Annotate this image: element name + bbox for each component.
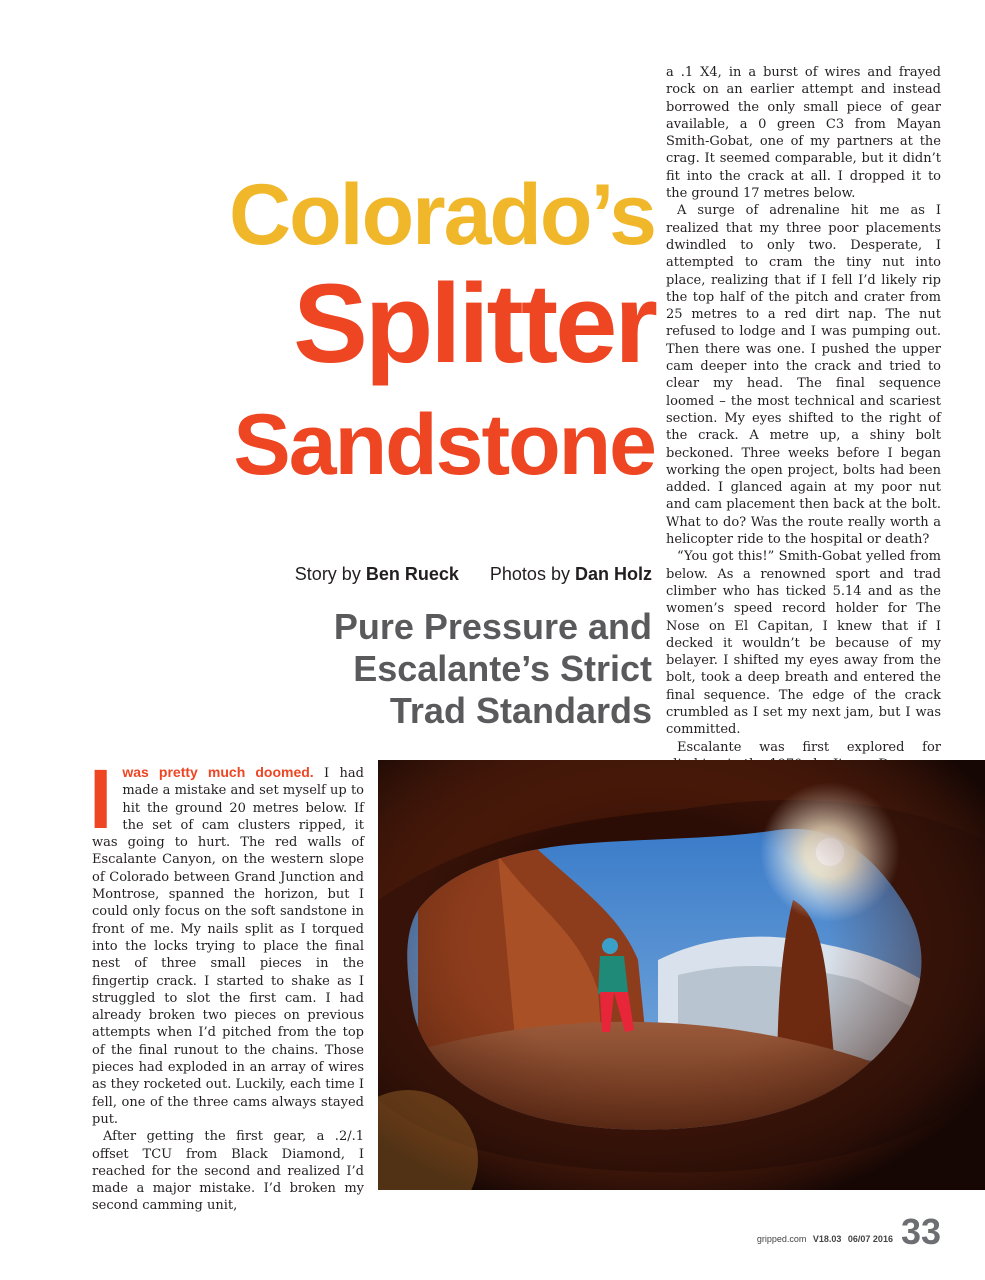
right-paragraph-3: “You got this!” Smith-Gobat yelled from below. As a renowned sport and trad climber who has ticked 5.14 and as the women’s speed record holder for The Nose on El Capitan, I knew that if I decked it wouldn’t be because of my belayer. I shifted my eyes away from the bolt, took a deep breath and entered the final sequence. The edge of the crack crumbled as I set my next jam, but I was committed.: [666, 549, 941, 738]
subtitle-line-2: Escalante’s Strict: [353, 648, 652, 689]
title-line-1: Colorado’s: [229, 167, 655, 263]
subtitle-line-3: Trad Standards: [389, 690, 652, 731]
right-paragraph-1: a .1 X4, in a burst of wires and frayed rock on an earlier attempt and instead borrowed the only small piece of gear available, a 0 green C3 from Mayan Smith-Gobat, one of my partners at the crag. It seemed comparable, but it didn’t fit into the crack at all. I dropped it to the ground 17 metres below.: [666, 65, 941, 202]
lead-in: was pretty much doomed.: [122, 764, 314, 780]
site-url: gripped.com: [756, 1234, 807, 1244]
left-column: [89, 752, 364, 1215]
byline: [295, 564, 652, 585]
volume: V18.03: [812, 1234, 842, 1244]
folio-meta: [757, 1234, 893, 1250]
title-line-2: Splitter: [293, 261, 655, 386]
story-label: Story by: [294, 564, 361, 584]
right-paragraph-2: A surge of adrenaline hit me as I realized that my three poor placements dwindled to only two. Desperate, I attempted to cram the tiny nut into place, realizing that if I fell I’d likely rip the top half of the pitch and crater from 25 metres to a red dirt nap. The nut refused to lodge and I was pumping out. Then there was one. I pushed the upper cam deeper into the crack and tried to clear my head. The final sequence loomed – the most technical and scariest section. My eyes shifted to the right of the crack. A metre up, a shiny bolt beckoned. Three weeks before I began working the open project, bolts had been added. I glanced again at my poor nut and cam placement then back at the bolt. What to do? Was the route really worth a helicopter ride to the hospital or death?: [666, 203, 941, 548]
title-line-3: Sandstone: [233, 397, 655, 493]
left-paragraph-2: After getting the first gear, a .2/.1 offset TCU from Black Diamond, I reached for the second and realized I’d made a major mistake. I’d broken my second camming unit,: [92, 1129, 364, 1214]
drop-cap: I: [89, 752, 113, 846]
issue-date: 06/07 2016: [847, 1234, 893, 1244]
photos-label: Photos by: [489, 564, 570, 584]
page-footer: [756, 1211, 941, 1252]
subtitle: [292, 606, 652, 732]
left-paragraph-1-rest: I had made a mistake and set myself up to hit the ground 20 metres below. If the set of cam clusters ripped, it was going to hurt. The red walls of Escalante Canyon, on the western slope of Colorado between Grand Junction and Montrose, spanned the horizon, but I could only focus on the soft sandstone in front of me. My nails split as I torqued into the locks trying to place the final nest of three small pieces in the fingertip crack. I started to shake as I struggled to slot the first cam. I had already broken two pieces on previous attempts when I’d pitched from the top of the final runout to the chains. Those pieces had exploded in an array of wires as they rocketed out. Luckily, each time I fell, one of the three cams always stayed put.: [92, 766, 364, 1127]
right-column: [666, 64, 941, 773]
photo-author: Dan Holz: [574, 564, 652, 584]
feature-photo: [378, 760, 985, 1190]
subtitle-line-1: Pure Pressure and: [333, 606, 652, 647]
left-paragraph-1: [89, 752, 364, 1128]
story-author: Ben Rueck: [365, 564, 459, 584]
climber-through-rock-window-photo: [378, 760, 985, 1190]
page-number: 33: [900, 1211, 941, 1252]
right-paragraph-4: Escalante was first explored for: [677, 739, 941, 755]
